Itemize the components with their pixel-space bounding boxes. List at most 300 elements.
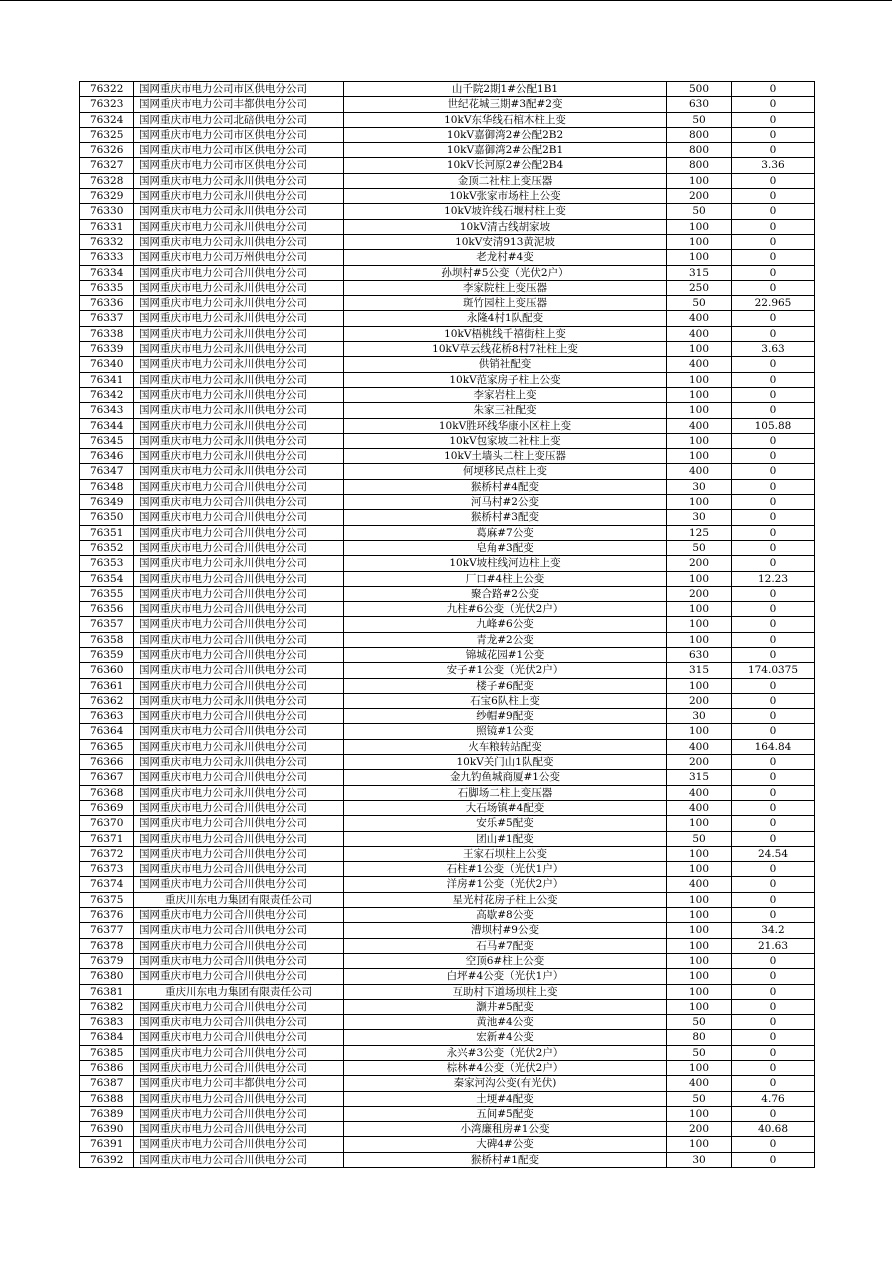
transformer-name-cell: 10kV草云线花桥8村7社柱上变 <box>344 342 667 357</box>
capacity-cell: 400 <box>667 800 732 815</box>
transformer-name-cell: 猴桥村#1配变 <box>344 1152 667 1167</box>
value-cell: 0 <box>732 82 815 97</box>
table-row <box>80 296 815 311</box>
transformer-name-cell: 灏井#5配变 <box>344 999 667 1014</box>
row-id-cell: 76333 <box>80 250 134 265</box>
capacity-cell: 100 <box>667 495 732 510</box>
transformer-name-cell: 10kV坡许线石堰村柱上变 <box>344 204 667 219</box>
table-body <box>80 82 815 1168</box>
row-id-cell: 76370 <box>80 816 134 831</box>
capacity-cell: 100 <box>667 862 732 877</box>
capacity-cell: 500 <box>667 82 732 97</box>
capacity-cell: 400 <box>667 464 732 479</box>
transformer-name-cell: 楼子#6配变 <box>344 678 667 693</box>
value-cell: 0 <box>732 1152 815 1167</box>
value-cell: 0 <box>732 495 815 510</box>
capacity-cell: 100 <box>667 1106 732 1121</box>
table-row <box>80 984 815 999</box>
capacity-cell: 80 <box>667 1030 732 1045</box>
company-cell: 国网重庆市电力公司永川供电分公司 <box>134 755 344 770</box>
value-cell: 0 <box>732 693 815 708</box>
value-cell: 0 <box>732 449 815 464</box>
capacity-cell: 200 <box>667 755 732 770</box>
row-id-cell: 76338 <box>80 326 134 341</box>
value-cell: 0 <box>732 510 815 525</box>
value-cell: 0 <box>732 525 815 540</box>
row-id-cell: 76389 <box>80 1106 134 1121</box>
value-cell: 0 <box>732 984 815 999</box>
row-id-cell: 76366 <box>80 755 134 770</box>
capacity-cell: 400 <box>667 1076 732 1091</box>
company-cell: 国网重庆市电力公司合川供电分公司 <box>134 1045 344 1060</box>
table-row <box>80 908 815 923</box>
value-cell: 0 <box>732 1015 815 1030</box>
value-cell: 24.54 <box>732 846 815 861</box>
table-row <box>80 877 815 892</box>
transformer-name-cell: 锦城花园#1公变 <box>344 647 667 662</box>
row-id-cell: 76368 <box>80 785 134 800</box>
transformer-name-cell: 10kV东华线石棺木柱上变 <box>344 112 667 127</box>
capacity-cell: 400 <box>667 739 732 754</box>
company-cell: 国网重庆市电力公司合川供电分公司 <box>134 846 344 861</box>
row-id-cell: 76381 <box>80 984 134 999</box>
table-row <box>80 97 815 112</box>
value-cell: 0 <box>732 250 815 265</box>
value-cell: 0 <box>732 1137 815 1152</box>
value-cell: 0 <box>732 204 815 219</box>
table-row <box>80 800 815 815</box>
transformer-name-cell: 石柱#1公变（光伏1户） <box>344 862 667 877</box>
transformer-name-cell: 朱家三社配变 <box>344 403 667 418</box>
table-row <box>80 479 815 494</box>
table-row <box>80 923 815 938</box>
capacity-cell: 100 <box>667 923 732 938</box>
row-id-cell: 76363 <box>80 709 134 724</box>
capacity-cell: 100 <box>667 617 732 632</box>
transformer-name-cell: 宏新#4公变 <box>344 1030 667 1045</box>
transformer-name-cell: 何埂移民点柱上变 <box>344 464 667 479</box>
value-cell: 0 <box>732 770 815 785</box>
table-row <box>80 82 815 97</box>
value-cell: 0 <box>732 709 815 724</box>
table-row <box>80 586 815 601</box>
value-cell: 0 <box>732 326 815 341</box>
transformer-name-cell: 10kV嘉御湾2#公配2B1 <box>344 143 667 158</box>
transformer-name-cell: 供销社配变 <box>344 357 667 372</box>
capacity-cell: 630 <box>667 647 732 662</box>
company-cell: 国网重庆市电力公司合川供电分公司 <box>134 877 344 892</box>
capacity-cell: 315 <box>667 663 732 678</box>
transformer-name-cell: 聚合路#2公变 <box>344 586 667 601</box>
row-id-cell: 76354 <box>80 571 134 586</box>
transformer-name-cell: 九峰#6公变 <box>344 617 667 632</box>
capacity-cell: 30 <box>667 1152 732 1167</box>
capacity-cell: 315 <box>667 265 732 280</box>
value-cell: 0 <box>732 1106 815 1121</box>
transformer-name-cell: 空顶6#柱上公变 <box>344 953 667 968</box>
value-cell: 0 <box>732 357 815 372</box>
capacity-cell: 100 <box>667 724 732 739</box>
transformer-name-cell: 漕坝村#9公变 <box>344 923 667 938</box>
transformer-name-cell: 秦家河沟公变(有光伏) <box>344 1076 667 1091</box>
value-cell: 0 <box>732 556 815 571</box>
value-cell: 0 <box>732 647 815 662</box>
value-cell: 34.2 <box>732 923 815 938</box>
transformer-name-cell: 猴桥村#3配变 <box>344 510 667 525</box>
row-id-cell: 76330 <box>80 204 134 219</box>
table-row <box>80 709 815 724</box>
table-row <box>80 1152 815 1167</box>
row-id-cell: 76364 <box>80 724 134 739</box>
company-cell: 国网重庆市电力公司丰都供电分公司 <box>134 97 344 112</box>
company-cell: 国网重庆市电力公司永川供电分公司 <box>134 739 344 754</box>
capacity-cell: 100 <box>667 678 732 693</box>
table-row <box>80 999 815 1014</box>
company-cell: 国网重庆市电力公司合川供电分公司 <box>134 999 344 1014</box>
capacity-cell: 50 <box>667 204 732 219</box>
row-id-cell: 76331 <box>80 219 134 234</box>
table-row <box>80 739 815 754</box>
company-cell: 国网重庆市电力公司永川供电分公司 <box>134 449 344 464</box>
row-id-cell: 76379 <box>80 953 134 968</box>
value-cell: 0 <box>732 755 815 770</box>
value-cell: 0 <box>732 969 815 984</box>
transformer-name-cell: 世纪花城三期#3配#2变 <box>344 97 667 112</box>
capacity-cell: 400 <box>667 326 732 341</box>
transformer-name-cell: 九柱#6公变（光伏2户） <box>344 602 667 617</box>
company-cell: 国网重庆市电力公司合川供电分公司 <box>134 724 344 739</box>
company-cell: 国网重庆市电力公司永川供电分公司 <box>134 357 344 372</box>
row-id-cell: 76328 <box>80 173 134 188</box>
company-cell: 国网重庆市电力公司永川供电分公司 <box>134 219 344 234</box>
value-cell: 0 <box>732 219 815 234</box>
transformer-name-cell: 金顶二社柱上变压器 <box>344 173 667 188</box>
company-cell: 国网重庆市电力公司永川供电分公司 <box>134 464 344 479</box>
capacity-cell: 200 <box>667 586 732 601</box>
row-id-cell: 76390 <box>80 1122 134 1137</box>
value-cell: 0 <box>732 143 815 158</box>
capacity-cell: 100 <box>667 999 732 1014</box>
table-row <box>80 831 815 846</box>
value-cell: 0 <box>732 1076 815 1091</box>
capacity-cell: 315 <box>667 770 732 785</box>
table-row <box>80 219 815 234</box>
transformer-name-cell: 10kV长河原2#公配2B4 <box>344 158 667 173</box>
capacity-cell: 100 <box>667 173 732 188</box>
company-cell: 国网重庆市电力公司永川供电分公司 <box>134 556 344 571</box>
table-row <box>80 158 815 173</box>
capacity-cell: 100 <box>667 234 732 249</box>
capacity-cell: 100 <box>667 387 732 402</box>
table-row <box>80 755 815 770</box>
transformer-name-cell: 石脚场二柱上变压器 <box>344 785 667 800</box>
capacity-cell: 125 <box>667 525 732 540</box>
capacity-cell: 100 <box>667 984 732 999</box>
row-id-cell: 76343 <box>80 403 134 418</box>
table-row <box>80 647 815 662</box>
company-cell: 国网重庆市电力公司合川供电分公司 <box>134 602 344 617</box>
value-cell: 0 <box>732 112 815 127</box>
table-row <box>80 663 815 678</box>
row-id-cell: 76367 <box>80 770 134 785</box>
table-row <box>80 449 815 464</box>
table-row <box>80 862 815 877</box>
transformer-name-cell: 老龙村#4变 <box>344 250 667 265</box>
value-cell: 0 <box>732 953 815 968</box>
table-row <box>80 969 815 984</box>
transformer-name-cell: 李家岩柱上变 <box>344 387 667 402</box>
row-id-cell: 76323 <box>80 97 134 112</box>
company-cell: 国网重庆市电力公司合川供电分公司 <box>134 709 344 724</box>
transformer-name-cell: 10kV安清913黄泥坡 <box>344 234 667 249</box>
table-row <box>80 525 815 540</box>
capacity-cell: 50 <box>667 831 732 846</box>
row-id-cell: 76337 <box>80 311 134 326</box>
row-id-cell: 76352 <box>80 540 134 555</box>
row-id-cell: 76359 <box>80 647 134 662</box>
company-cell: 国网重庆市电力公司万州供电分公司 <box>134 250 344 265</box>
capacity-cell: 630 <box>667 97 732 112</box>
capacity-cell: 400 <box>667 418 732 433</box>
transformer-name-cell: 永隆4村1队配变 <box>344 311 667 326</box>
table-row <box>80 571 815 586</box>
table-row <box>80 311 815 326</box>
value-cell: 0 <box>732 724 815 739</box>
table-row <box>80 173 815 188</box>
value-cell: 0 <box>732 892 815 907</box>
table-row <box>80 1106 815 1121</box>
capacity-cell: 100 <box>667 250 732 265</box>
company-cell: 国网重庆市电力公司永川供电分公司 <box>134 189 344 204</box>
company-cell: 国网重庆市电力公司永川供电分公司 <box>134 204 344 219</box>
value-cell: 0 <box>732 234 815 249</box>
company-cell: 国网重庆市电力公司合川供电分公司 <box>134 800 344 815</box>
value-cell: 3.36 <box>732 158 815 173</box>
capacity-cell: 400 <box>667 877 732 892</box>
row-id-cell: 76340 <box>80 357 134 372</box>
transformer-name-cell: 李家院柱上变压器 <box>344 280 667 295</box>
company-cell: 国网重庆市电力公司永川供电分公司 <box>134 418 344 433</box>
transformer-name-cell: 10kV梧桃线千禧街柱上变 <box>344 326 667 341</box>
row-id-cell: 76392 <box>80 1152 134 1167</box>
row-id-cell: 76360 <box>80 663 134 678</box>
table-row <box>80 540 815 555</box>
row-id-cell: 76374 <box>80 877 134 892</box>
table-row <box>80 556 815 571</box>
company-cell: 国网重庆市电力公司合川供电分公司 <box>134 617 344 632</box>
transformer-name-cell: 火车粮转站配变 <box>344 739 667 754</box>
capacity-cell: 50 <box>667 296 732 311</box>
table-row <box>80 265 815 280</box>
value-cell: 0 <box>732 999 815 1014</box>
value-cell: 174.0375 <box>732 663 815 678</box>
company-cell: 国网重庆市电力公司合川供电分公司 <box>134 1030 344 1045</box>
table-row <box>80 1137 815 1152</box>
row-id-cell: 76369 <box>80 800 134 815</box>
row-id-cell: 76326 <box>80 143 134 158</box>
table-row <box>80 602 815 617</box>
company-cell: 国网重庆市电力公司合川供电分公司 <box>134 663 344 678</box>
table-row <box>80 617 815 632</box>
row-id-cell: 76335 <box>80 280 134 295</box>
value-cell: 0 <box>732 785 815 800</box>
transformer-name-cell: 土埂#4配变 <box>344 1091 667 1106</box>
transformer-name-cell: 河马村#2公变 <box>344 495 667 510</box>
table-row <box>80 892 815 907</box>
transformer-name-cell: 10kV关门山1队配变 <box>344 755 667 770</box>
transformer-name-cell: 棕林#4公变（光伏2户） <box>344 1061 667 1076</box>
transformer-name-cell: 皂角#3配变 <box>344 540 667 555</box>
company-cell: 国网重庆市电力公司合川供电分公司 <box>134 923 344 938</box>
table-row <box>80 724 815 739</box>
company-cell: 国网重庆市电力公司市区供电分公司 <box>134 158 344 173</box>
row-id-cell: 76388 <box>80 1091 134 1106</box>
company-cell: 国网重庆市电力公司合川供电分公司 <box>134 1061 344 1076</box>
company-cell: 国网重庆市电力公司合川供电分公司 <box>134 770 344 785</box>
company-cell: 国网重庆市电力公司合川供电分公司 <box>134 816 344 831</box>
value-cell: 0 <box>732 816 815 831</box>
company-cell: 国网重庆市电力公司市区供电分公司 <box>134 82 344 97</box>
row-id-cell: 76347 <box>80 464 134 479</box>
company-cell: 国网重庆市电力公司合川供电分公司 <box>134 953 344 968</box>
company-cell: 国网重庆市电力公司永川供电分公司 <box>134 693 344 708</box>
row-id-cell: 76342 <box>80 387 134 402</box>
table-row <box>80 1030 815 1045</box>
value-cell: 0 <box>732 479 815 494</box>
row-id-cell: 76385 <box>80 1045 134 1060</box>
capacity-cell: 30 <box>667 510 732 525</box>
company-cell: 国网重庆市电力公司合川供电分公司 <box>134 938 344 953</box>
company-cell: 国网重庆市电力公司合川供电分公司 <box>134 831 344 846</box>
value-cell: 0 <box>732 464 815 479</box>
transformer-name-cell: 纱帽#9配变 <box>344 709 667 724</box>
table-row <box>80 326 815 341</box>
row-id-cell: 76373 <box>80 862 134 877</box>
capacity-cell: 30 <box>667 479 732 494</box>
capacity-cell: 100 <box>667 953 732 968</box>
table-row <box>80 189 815 204</box>
capacity-cell: 200 <box>667 693 732 708</box>
value-cell: 0 <box>732 189 815 204</box>
transformer-name-cell: 孙坝村#5公变（光伏2户） <box>344 265 667 280</box>
transformer-name-cell: 高歇#8公变 <box>344 908 667 923</box>
table-row <box>80 342 815 357</box>
row-id-cell: 76356 <box>80 602 134 617</box>
capacity-cell: 50 <box>667 1091 732 1106</box>
row-id-cell: 76391 <box>80 1137 134 1152</box>
row-id-cell: 76383 <box>80 1015 134 1030</box>
transformer-name-cell: 石马#7配变 <box>344 938 667 953</box>
capacity-cell: 50 <box>667 112 732 127</box>
value-cell: 0 <box>732 311 815 326</box>
company-cell: 国网重庆市电力公司永川供电分公司 <box>134 785 344 800</box>
capacity-cell: 100 <box>667 449 732 464</box>
company-cell: 国网重庆市电力公司永川供电分公司 <box>134 234 344 249</box>
company-cell: 国网重庆市电力公司合川供电分公司 <box>134 678 344 693</box>
capacity-cell: 100 <box>667 892 732 907</box>
row-id-cell: 76357 <box>80 617 134 632</box>
table-row <box>80 953 815 968</box>
transformer-name-cell: 葛麻#7公变 <box>344 525 667 540</box>
row-id-cell: 76382 <box>80 999 134 1014</box>
table-row <box>80 403 815 418</box>
value-cell: 0 <box>732 862 815 877</box>
capacity-cell: 100 <box>667 219 732 234</box>
row-id-cell: 76376 <box>80 908 134 923</box>
row-id-cell: 76348 <box>80 479 134 494</box>
company-cell: 国网重庆市电力公司北碚供电分公司 <box>134 112 344 127</box>
row-id-cell: 76324 <box>80 112 134 127</box>
transformer-name-cell: 王家石坝柱上公变 <box>344 846 667 861</box>
table-row <box>80 250 815 265</box>
capacity-cell: 50 <box>667 1015 732 1030</box>
table-row <box>80 678 815 693</box>
table-row <box>80 770 815 785</box>
capacity-cell: 50 <box>667 540 732 555</box>
value-cell: 0 <box>732 1045 815 1060</box>
company-cell: 国网重庆市电力公司永川供电分公司 <box>134 296 344 311</box>
capacity-cell: 100 <box>667 846 732 861</box>
transformer-name-cell: 10kV张家市场柱上公变 <box>344 189 667 204</box>
row-id-cell: 76386 <box>80 1061 134 1076</box>
transformer-name-cell: 互助村下道场坝柱上变 <box>344 984 667 999</box>
row-id-cell: 76372 <box>80 846 134 861</box>
company-cell: 国网重庆市电力公司永川供电分公司 <box>134 387 344 402</box>
transformer-name-cell: 斑竹园柱上变压器 <box>344 296 667 311</box>
value-cell: 0 <box>732 617 815 632</box>
capacity-cell: 100 <box>667 403 732 418</box>
capacity-cell: 400 <box>667 357 732 372</box>
table-row <box>80 632 815 647</box>
row-id-cell: 76358 <box>80 632 134 647</box>
transformer-name-cell: 洋房#1公变（光伏2户） <box>344 877 667 892</box>
company-cell: 国网重庆市电力公司合川供电分公司 <box>134 586 344 601</box>
value-cell: 4.76 <box>732 1091 815 1106</box>
row-id-cell: 76380 <box>80 969 134 984</box>
value-cell: 0 <box>732 540 815 555</box>
capacity-cell: 100 <box>667 632 732 647</box>
company-cell: 国网重庆市电力公司合川供电分公司 <box>134 1122 344 1137</box>
table-row <box>80 464 815 479</box>
company-cell: 国网重庆市电力公司市区供电分公司 <box>134 127 344 142</box>
capacity-cell: 100 <box>667 571 732 586</box>
table-row <box>80 234 815 249</box>
capacity-cell: 800 <box>667 127 732 142</box>
value-cell: 0 <box>732 265 815 280</box>
value-cell: 22.965 <box>732 296 815 311</box>
capacity-cell: 30 <box>667 709 732 724</box>
row-id-cell: 76378 <box>80 938 134 953</box>
company-cell: 国网重庆市电力公司合川供电分公司 <box>134 510 344 525</box>
table-row <box>80 387 815 402</box>
row-id-cell: 76332 <box>80 234 134 249</box>
row-id-cell: 76362 <box>80 693 134 708</box>
value-cell: 0 <box>732 1030 815 1045</box>
transformer-table <box>79 81 815 1168</box>
capacity-cell: 800 <box>667 158 732 173</box>
row-id-cell: 76375 <box>80 892 134 907</box>
table-row <box>80 112 815 127</box>
value-cell: 0 <box>732 678 815 693</box>
company-cell: 国网重庆市电力公司合川供电分公司 <box>134 571 344 586</box>
capacity-cell: 100 <box>667 342 732 357</box>
capacity-cell: 400 <box>667 311 732 326</box>
row-id-cell: 76329 <box>80 189 134 204</box>
company-cell: 重庆川东电力集团有限责任公司 <box>134 984 344 999</box>
page-top-rule <box>0 0 892 1</box>
row-id-cell: 76341 <box>80 372 134 387</box>
capacity-cell: 250 <box>667 280 732 295</box>
